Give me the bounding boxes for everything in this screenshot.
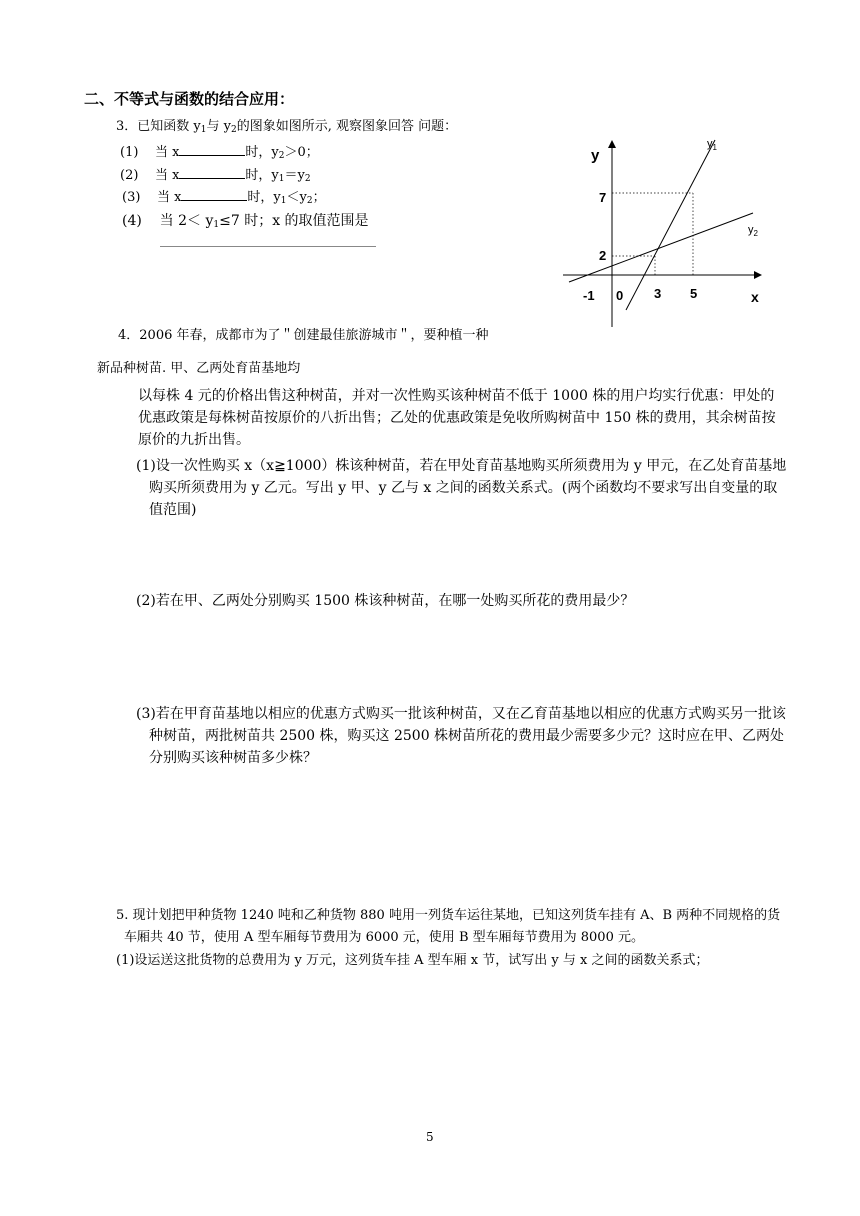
function-graph: [555, 130, 780, 330]
page-number: 5: [426, 1130, 434, 1144]
q4-line-1: 4．2006 年春，成都市为了＂创建最佳旅游城市＂，要种植一种: [118, 328, 489, 343]
y-axis-arrow-icon: [608, 140, 616, 148]
tick-5: 5: [690, 286, 698, 301]
tick-3: 3: [654, 286, 662, 301]
answer-blank[interactable]: [181, 188, 247, 201]
q5-body: 5. 现计划把甲种货物 1240 吨和乙种货物 880 吨用一列货车运往某地，已知这列货车挂有 A、B 两种不同规格的货车厢共 40 节，使用 A 型车厢每节费用为 6000 元，使用 B 型车厢每节费用为 8000 元。: [116, 908, 781, 945]
y-axis-label: y: [591, 147, 600, 164]
q3-stem: 3．已知函数 $y_1$与 $y_2$的图象如图所示, 观察图象回答 问题：: [116, 119, 458, 135]
line-y2-label: $y_2$: [748, 224, 758, 238]
q4-part-3: (3)若在甲育苗基地以相应的优惠方式购买一批该种树苗，又在乙育苗基地以相应的优惠方式购买另一批该种树苗，两批树苗共 2500 株，购买这 2500 株树苗所花的费用最少需要多少元？这时应在甲、乙两处分别购买该种树苗多少株？: [136, 706, 786, 766]
q5-part-1: (1)设运送这批货物的总费用为 y 万元，这列货车挂 A 型车厢 x 节，试写出 y 与 x 之间的函数关系式；: [116, 953, 709, 968]
tick-2: 2: [599, 248, 607, 263]
q4-body: 以每株 4 元的价格出售这种树苗，并对一次性购买该种树苗不低于 1000 株的用户均实行优惠：甲处的优惠政策是每株树苗按原价的八折出售；乙处的优惠政策是免收所购树苗中 150 株的费用，其余树苗按原价的九折出售。: [138, 388, 776, 448]
tick-7: 7: [599, 190, 607, 205]
line-y2: [569, 213, 753, 282]
tick-0: 0: [616, 288, 624, 303]
answer-blank[interactable]: [179, 166, 245, 179]
line-y1: [626, 140, 715, 310]
q4-part-2: (2)若在甲、乙两处分别购买 1500 株该种树苗，在哪一处购买所花的费用最少？: [136, 593, 635, 609]
q4-part-1: (1)设一次性购买 x（x≧1000）株该种树苗，若在甲处育苗基地购买所须费用为 y 甲元，在乙处育苗基地购买所须费用为 y 乙元。写出 y 甲、y 乙与 x 之间的函数关系式。(两个函数均不要求写出自变量的取值范围): [136, 458, 787, 518]
tick-neg1: -1: [583, 288, 595, 303]
answer-blank[interactable]: [179, 143, 245, 156]
section-title: 二、不等式与函数的结合应用：: [84, 90, 295, 108]
q3-item-4: (4) 当 $2< y_1\le 7$ 时；x 的取值范围是: [122, 213, 369, 230]
x-axis-arrow-icon: [754, 271, 762, 279]
q3-item-2: (2) 当 x 时，$y_1=y_2$: [120, 168, 311, 184]
q4-line-2: 新品种树苗. 甲、乙两处育苗基地均: [97, 361, 301, 376]
x-axis-label: x: [751, 289, 759, 305]
answer-blank-long[interactable]: [160, 246, 376, 247]
line-y1-label: $y_1$: [707, 138, 717, 152]
q3-item-1: (1) 当 x 时，$y_2>0$；: [120, 145, 319, 161]
q3-item-3: (3) 当 x 时，$y_1<y_2$；: [122, 190, 326, 206]
